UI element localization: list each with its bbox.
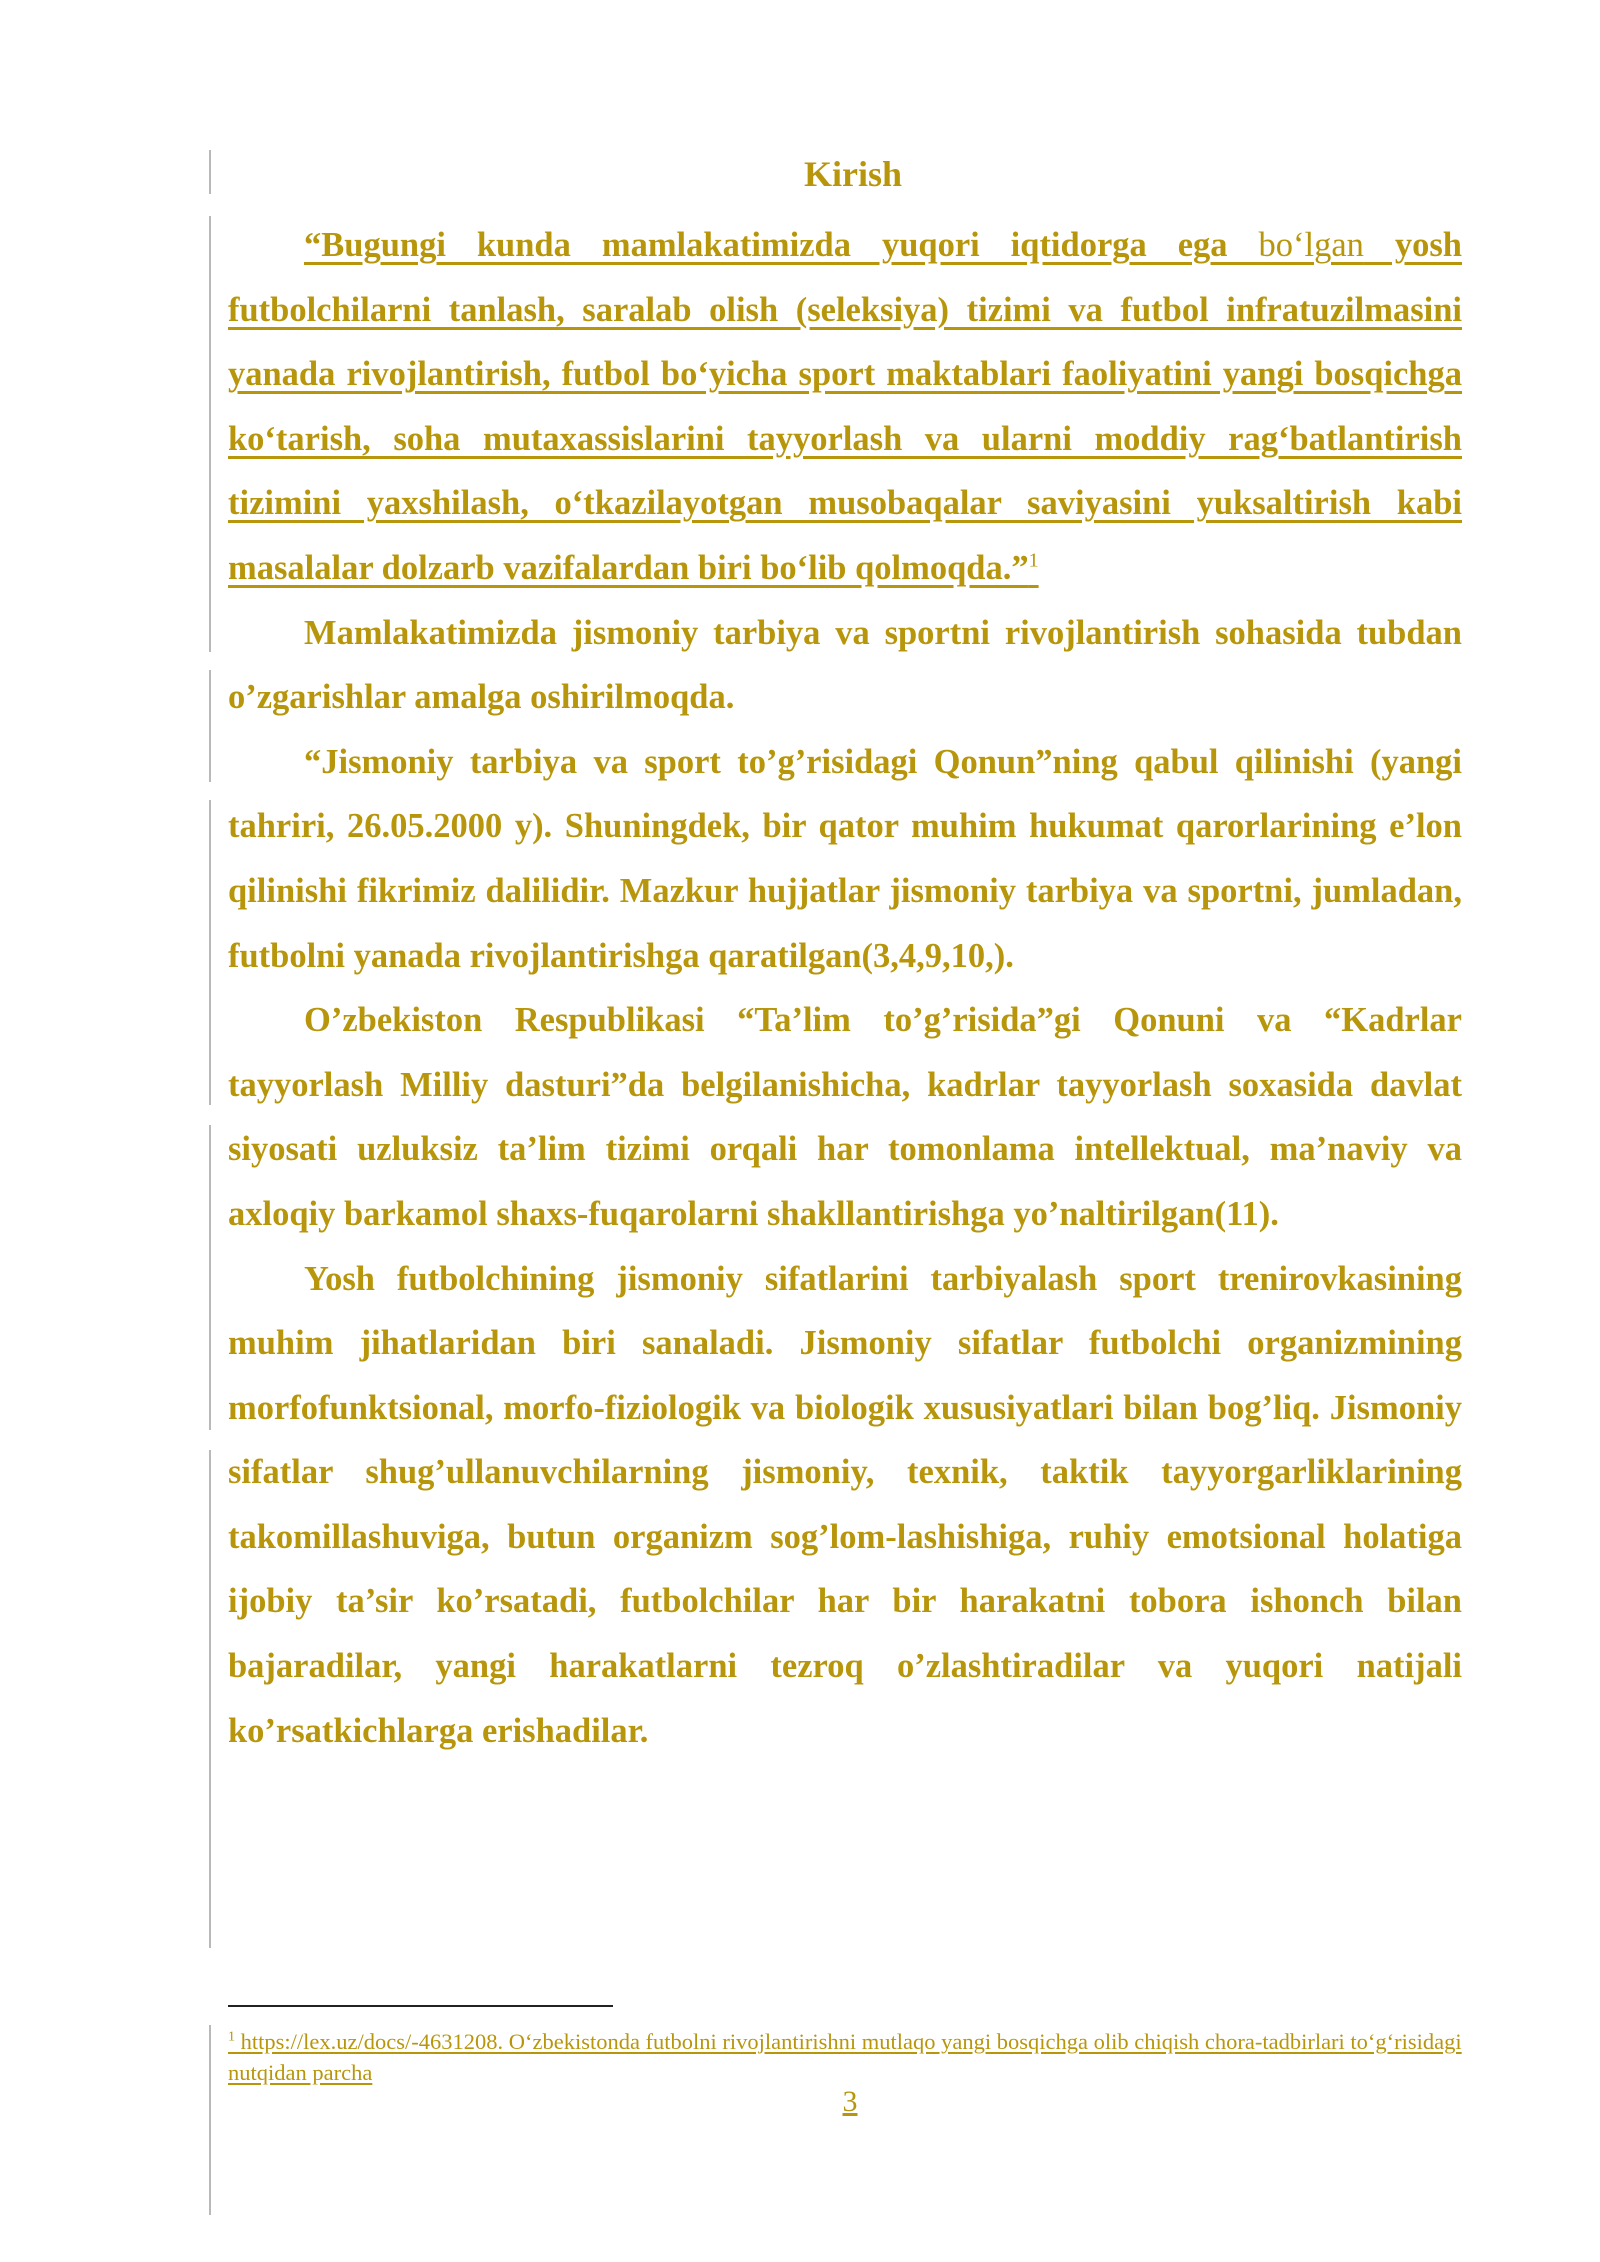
body-paragraph: Yosh futbolchining jismoniy sifatlarini tarbiyalash sport trenirovkasining muhim jihatlaridan biri sanaladi. Jismoniy sifatlar futbolchi organizmining morfofunktsional, morfo-fiziologik va biologik xususiyatlari bilan bog’liq. Jismoniy sifatlar shug’ullanuvchilarning jismoniy, texnik, taktik tayyorgarliklarining takomillashuviga, butun organizm sog’lom-lashishiga, ruhiy emotsional holatiga ijobiy ta’sir ko’rsatadi, futbolchilar har bir harakatni tobora ishonch bilan bajaradilar, yangi harakatlarni tezroq o’zlashtiradilar va yuqori natijali ko’rsatkichlarga erishadilar.: [228, 1259, 1462, 1750]
footnote[interactable]: [228, 2026, 1468, 2088]
body-paragraph: Mamlakatimizda jismoniy tarbiya va sportni rivojlantirish sohasida tubdan o’zgarishlar amalga oshirilmoqda.: [228, 613, 1462, 717]
margin-change-bar: [209, 1450, 211, 1948]
body-paragraph: O’zbekiston Respublikasi “Ta’lim to’g’risida”gi Qonuni va “Kadrlar tayyorlash Milliy dasturi”da belgilanishicha, kadrlar tayyorlash soxasida davlat siyosati uzluksiz ta’lim tizimi orqali har tomonlama intellektual, ma’naviy va axloqiy barkamol shaxs-fuqarolarni shakllantirishga yo’naltirilgan(11).: [228, 1001, 1462, 1233]
footnote-number: 1: [228, 2029, 235, 2045]
quote-text-light: bo‘lgan: [1258, 226, 1364, 264]
margin-change-bar: [209, 670, 211, 782]
margin-change-bar: [209, 2025, 211, 2215]
quote-text-part1: “Bugungi kunda mamlakatimizda yuqori iqtidorga ega: [304, 226, 1259, 264]
margin-change-bar: [209, 800, 211, 1105]
section-title: Kirish: [803, 154, 902, 194]
quote-text-part2: yosh futbolchilarni tanlash, saralab olish (seleksiya) tizimi va futbol infratuzilmasini yanada rivojlantirish, futbol bo‘yicha sport maktablari faoliyatini yangi bosqichga ko‘tarish, soha mutaxassislarini tayyorlash va ularni moddiy rag‘batlantirish tizimini yaxshilash, o‘tkazilayotgan musobaqalar saviyasini yuksaltirish kabi masalalar dolzarb vazifalardan biri bo‘lib qolmoqda.”: [228, 226, 1462, 587]
margin-change-bar: [209, 150, 211, 194]
footnote-text: https://lex.uz/docs/-4631208. O‘zbekistonda futbolni rivojlantirishni mutlaqo yangi bosqichga olib chiqish chora-tadbirlari to‘g‘risidagi nutqidan parcha: [228, 2029, 1462, 2085]
document-body: [228, 148, 1462, 1763]
margin-change-bar: [209, 216, 211, 652]
footnote-reference[interactable]: 1: [1028, 549, 1039, 572]
body-paragraph: “Jismoniy tarbiya va sport to’g’risidagi Qonun”ning qabul qilinishi (yangi tahriri, 26.05.2000 y). Shuningdek, bir qator muhim hukumat qarorlarining e’lon qilinishi fikrimiz dalilidir. Mazkur hujjatlar jismoniy tarbiya va sportni, jumladan, futbolni yanada rivojlantirishga qaratilgan(3,4,9,10,).: [228, 742, 1462, 975]
margin-change-bar: [209, 1125, 211, 1430]
footnote-separator: [228, 2005, 613, 2007]
page-number: 3: [842, 2085, 858, 2118]
quote-paragraph: [228, 213, 1462, 601]
